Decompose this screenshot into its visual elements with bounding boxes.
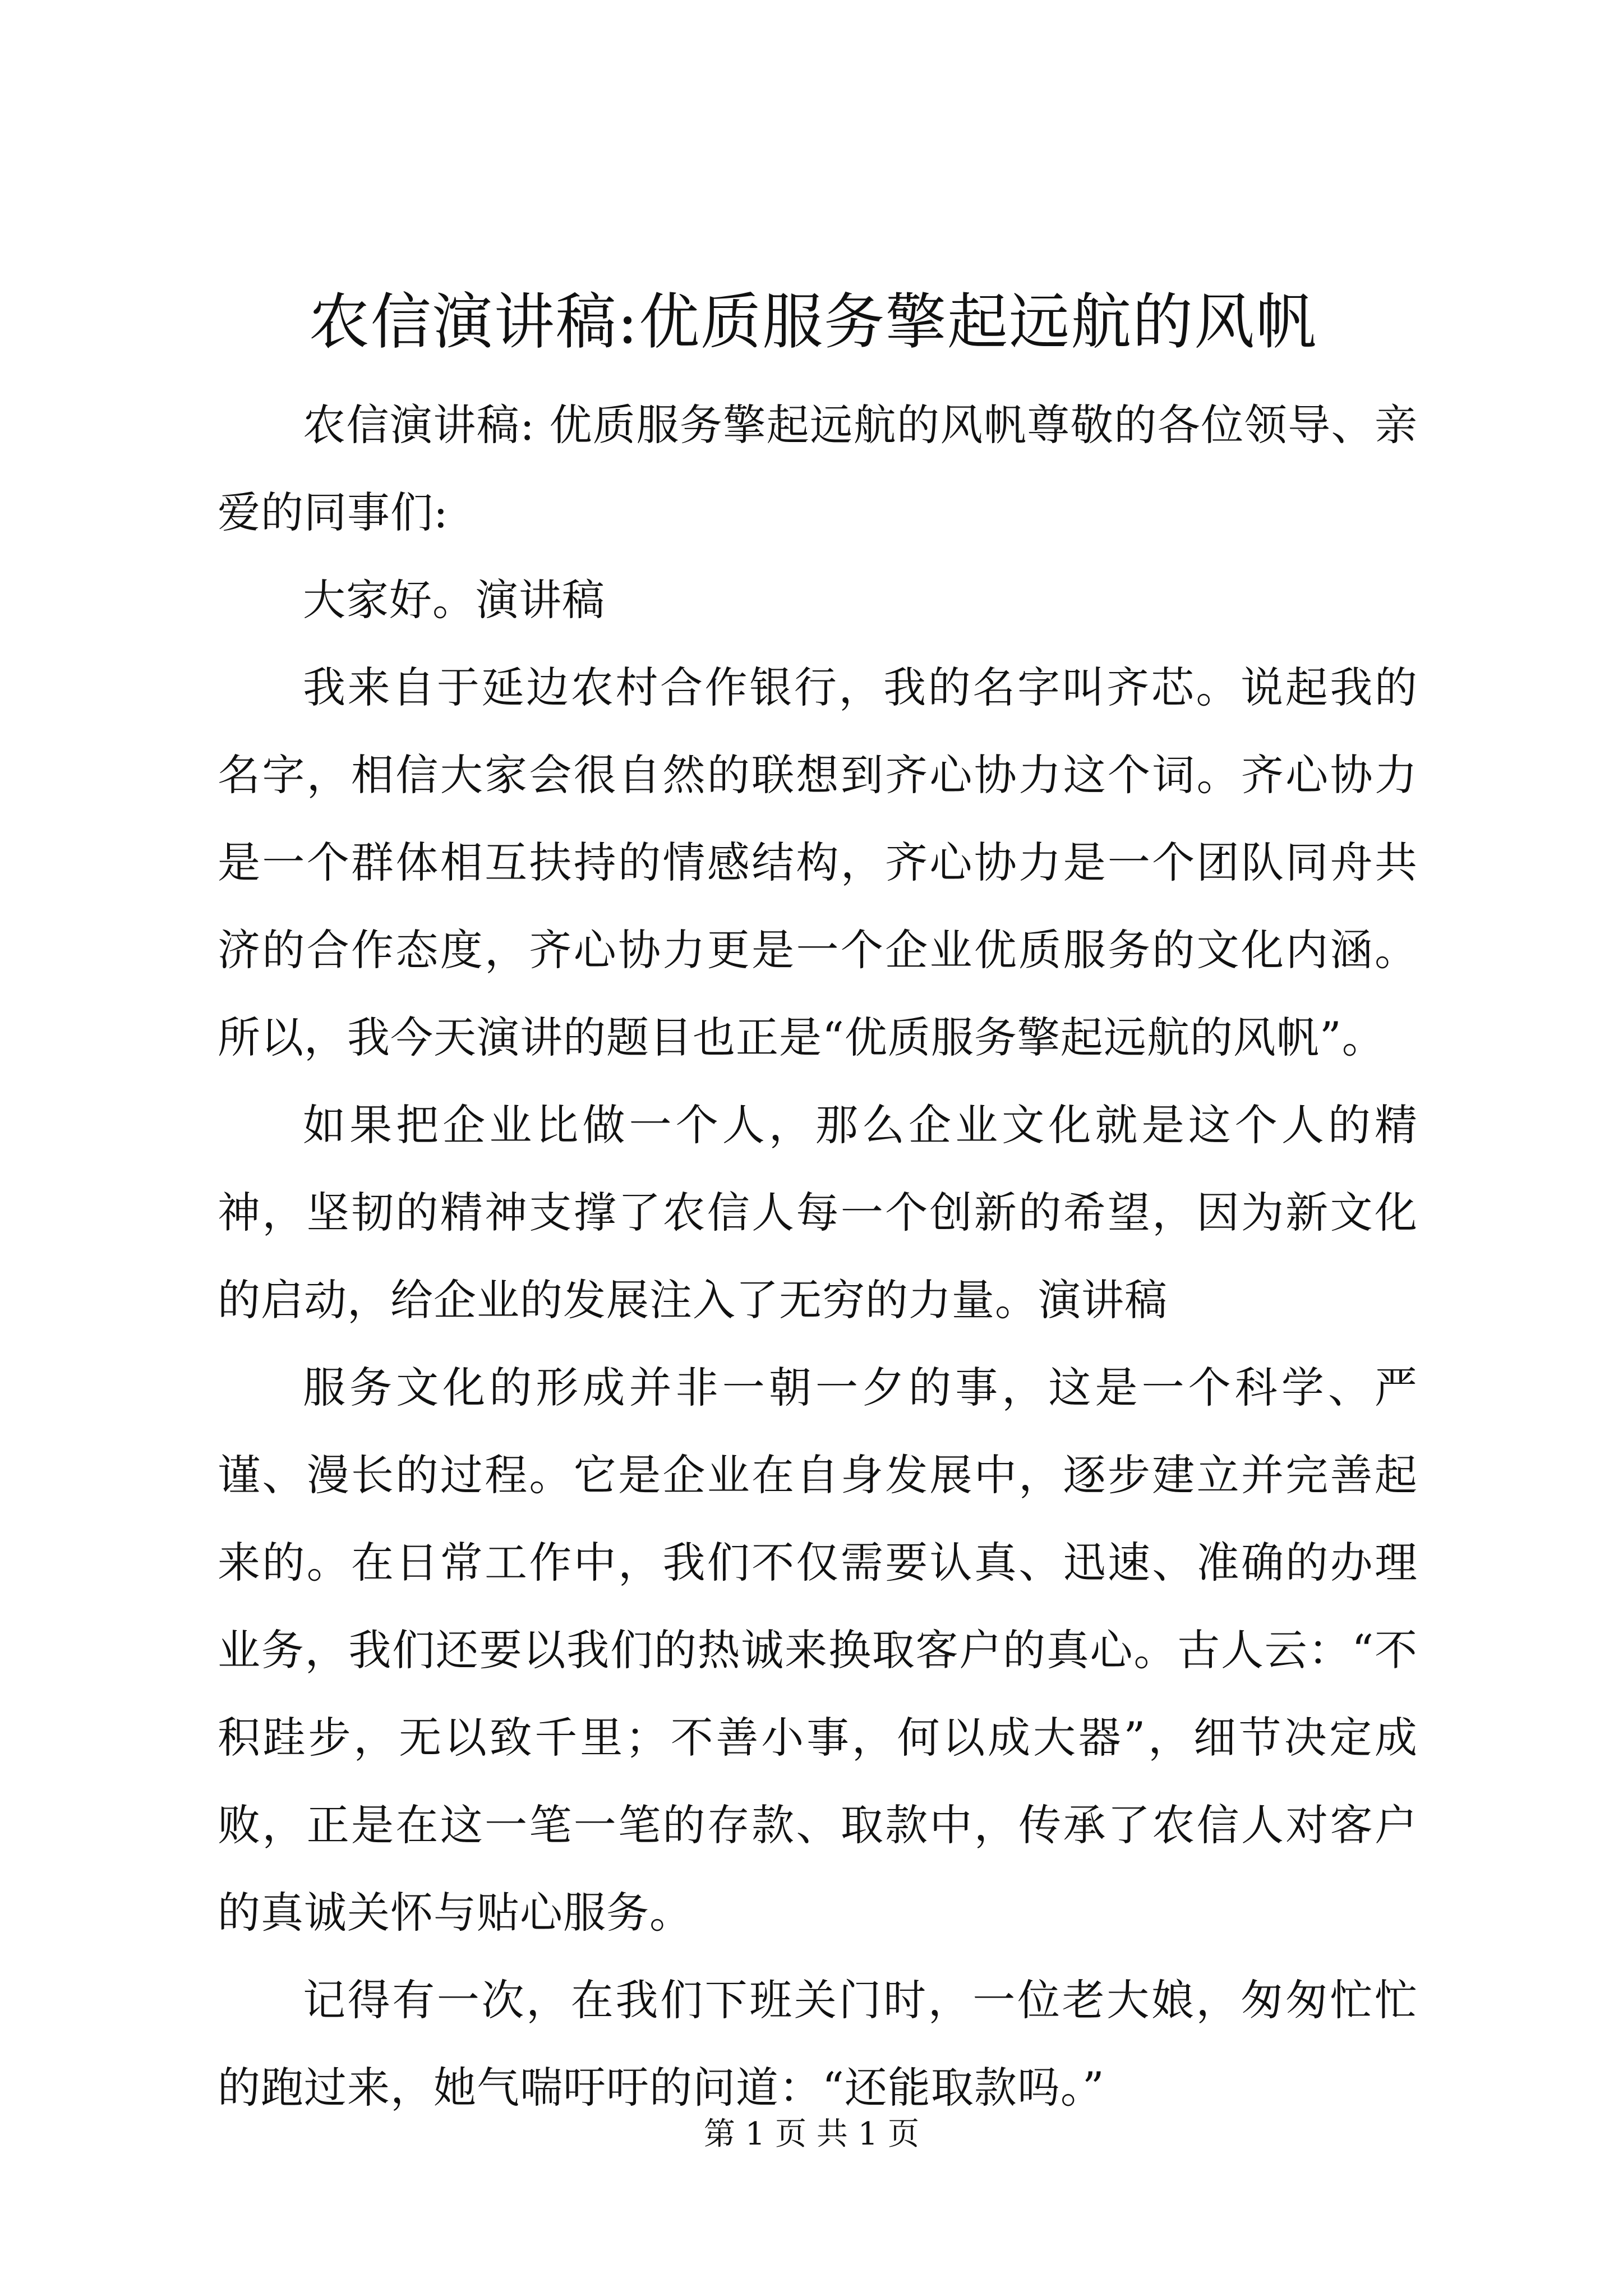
paragraph-introduction: 我来自于延边农村合作银行，我的名字叫齐芯。说起我的名字，相信大家会很自然的联想到齐心协力这个词。齐心协力是一个群体相互扶持的情感结构，齐心协力是一个团队同舟共济的合作态度，齐心协力更是一个企业优质服务的文化内涵。所以，我今天演讲的题目也正是“优质服务擎起远航的风帆”。 [218, 662, 1418, 1062]
page-footer: 第 1 页 共 1 页 [703, 2116, 920, 2152]
paragraph-anecdote: 记得有一次，在我们下班关门时，一位老大娘，匆匆忙忙的跑过来，她气喘吁吁的问道：“还能取款吗。” [218, 1975, 1418, 2113]
document-body [218, 381, 1418, 2132]
paragraph-greeting: 农信演讲稿: 优质服务擎起远航的风帆尊敬的各位领导、亲爱的同事们: [218, 400, 1418, 537]
paragraph-service-culture: 服务文化的形成并非一朝一夕的事，这是一个科学、严谨、漫长的过程。它是企业在自身发展中，逐步建立并完善起来的。在日常工作中，我们不仅需要认真、迅速、准确的办理业务，我们还要以我们的热诚来换取客户的真心。古人云：“不积跬步，无以致千里；不善小事，何以成大器”，细节决定成败，正是在这一笔一笔的存款、取款中，传承了农信人对客户的真诚关怀与贴心服务。 [218, 1363, 1418, 1938]
page-title: 农信演讲稿:优质服务擎起远航的风帆 [308, 287, 1318, 357]
paragraph-hello: 大家好。演讲稿 [303, 575, 605, 625]
paragraph-corporate-culture: 如果把企业比做一个人，那么企业文化就是这个人的精神，坚韧的精神支撑了农信人每一个创新的希望，因为新文化的启动，给企业的发展注入了无穷的力量。演讲稿 [218, 1100, 1418, 1325]
